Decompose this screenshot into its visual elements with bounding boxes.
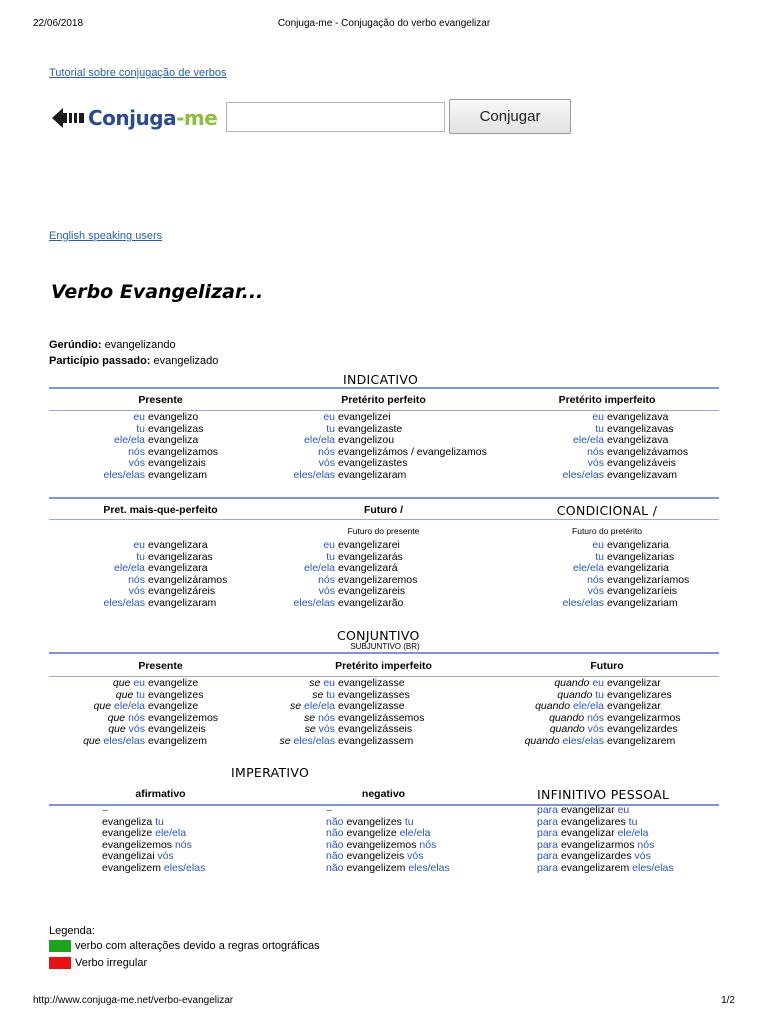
pronoun-text: ele/ela: [304, 434, 335, 446]
verb-form: evangelizáreis: [148, 585, 216, 597]
verb-title: Verbo Evangelizar...: [51, 281, 264, 303]
pronoun-text: eu: [323, 411, 335, 423]
conjugation-row: [507, 736, 681, 748]
conjunction-prefix: quando: [549, 711, 585, 724]
verb-form: evangelizarão: [338, 596, 404, 609]
ind-futuro-sub: Futuro do presente: [347, 526, 420, 536]
pronoun: tu: [155, 815, 164, 828]
pronoun-text: eles/elas: [562, 734, 604, 747]
verb-form: evangelizassem: [338, 734, 414, 747]
preposition: para: [537, 861, 559, 874]
pronoun-text: nós: [318, 445, 335, 458]
verb-form: evangelizarias: [607, 550, 675, 563]
pronoun-text: eles/elas: [293, 734, 335, 747]
conj-futuro-head: Futuro: [590, 660, 624, 672]
pronoun: [236, 540, 335, 552]
pronoun: vós: [157, 850, 174, 862]
conjugation-row: [507, 678, 681, 690]
pronoun-text: ele/ela: [573, 434, 604, 446]
conjunction-prefix: se: [309, 677, 321, 689]
page-number: 1/2: [721, 995, 735, 1006]
conjugation-row: [236, 598, 417, 610]
conjugar-button[interactable]: Conjugar: [449, 99, 571, 134]
verb-search-input[interactable]: [226, 102, 445, 132]
print-date: 22/06/2018: [33, 18, 84, 29]
verb-form: evangelizasse: [338, 677, 405, 689]
indicativo-subrule-2: [49, 519, 719, 520]
pronoun: ele/ela: [155, 827, 187, 839]
pronoun-text: ele/ela: [573, 562, 604, 574]
legend-title: Legenda:: [49, 925, 95, 937]
verb-form: evangelizaria: [607, 539, 669, 551]
participle-value: evangelizado: [153, 355, 219, 367]
verb-form: evangelizas: [148, 422, 204, 435]
verb-form: evangelizardes: [560, 850, 632, 862]
pronoun-text: nós: [587, 445, 604, 458]
conjunction-prefix: quando: [535, 700, 571, 712]
conjugation-row: [236, 470, 487, 482]
verb-form: evangelizarei: [338, 539, 400, 551]
imp-afirmativo-head: afirmativo: [135, 788, 186, 800]
verb-form: evangelizássemos: [338, 711, 425, 724]
pronoun-text: ele/ela: [304, 700, 335, 712]
verb-form: evangelizarmos: [560, 838, 635, 851]
pronoun-text: tu: [136, 550, 145, 563]
verb-form: evangeliza: [102, 815, 153, 828]
conj-imperfeito-head: Pretérito imperfeito: [335, 660, 432, 672]
verb-form: evangelizaram: [338, 468, 407, 481]
legend-label: Verbo irregular: [75, 957, 148, 969]
pronoun-text: eu: [323, 677, 335, 689]
verb-form: evangelizaríeis: [607, 585, 678, 597]
indicativo-rule: [49, 387, 719, 389]
pronoun: [49, 736, 145, 748]
negation: não: [326, 861, 344, 874]
logo-text-main: Conjuga: [88, 106, 177, 130]
verb-form: evangelizem: [148, 734, 207, 747]
pronoun: [507, 470, 604, 482]
ind-imperfeito-head: Pretérito imperfeito: [558, 394, 656, 406]
pronoun-text: vós: [318, 723, 335, 735]
pronoun-text: eles/elas: [103, 468, 145, 481]
condicional-col: [507, 540, 689, 609]
logo-text-suffix: -me: [176, 106, 218, 130]
conj-presente-col: [49, 678, 218, 747]
verb-form: evangelizámos / evangelizamos: [338, 445, 487, 458]
imp-afirmativo-dash: –: [102, 804, 108, 816]
pronoun: [507, 736, 604, 748]
pronoun-text: eu: [592, 539, 604, 551]
ind-presente-head: Presente: [138, 394, 183, 406]
preposition: para: [537, 804, 559, 816]
pronoun-text: nós: [318, 573, 335, 586]
pronoun: eles/elas: [632, 861, 674, 874]
verb-form: evangelizaram: [148, 596, 217, 609]
participle-line: [49, 355, 218, 367]
conjuntivo-subtitle: SUBJUNTIVO (BR): [350, 642, 420, 651]
pronoun: ele/ela: [617, 827, 649, 839]
pronoun-text: ele/ela: [114, 700, 145, 712]
pronoun-text: vós: [587, 723, 604, 735]
imp-negativo-dash: –: [326, 804, 332, 816]
gerund-label: Gerúndio:: [49, 339, 102, 351]
conjunction-prefix: se: [312, 688, 324, 701]
conjunction-prefix: se: [279, 734, 291, 747]
verb-form: evangelizaremos: [338, 573, 418, 586]
ind-futuro-head: Futuro /: [363, 504, 404, 516]
infinitive-row: [537, 863, 674, 875]
conjunction-prefix: que: [93, 700, 112, 712]
pronoun-text: vós: [128, 723, 145, 735]
pronoun: [49, 412, 145, 424]
ind-perfeito-col: [236, 412, 487, 481]
pronoun-text: eles/elas: [103, 734, 145, 747]
verb-form: evangelizei: [338, 411, 391, 423]
conjunction-prefix: se: [290, 700, 302, 712]
verb-form: evangelizarás: [338, 550, 403, 563]
tutorial-link[interactable]: Tutorial sobre conjugação de verbos: [49, 67, 227, 79]
verb-form: evangelizariam: [607, 596, 678, 609]
verb-form: evangelizam: [148, 468, 207, 481]
indicativo-rule-2: [49, 497, 719, 499]
verb-form: evangelizareis: [338, 585, 406, 597]
conjunction-prefix: se: [304, 723, 316, 735]
conjugation-row: [49, 470, 218, 482]
verb-form: evangelizemos: [346, 838, 417, 851]
pronoun-text: tu: [595, 550, 604, 563]
indicativo-title: INDICATIVO: [343, 372, 419, 387]
pronoun: vós: [407, 850, 424, 862]
preposition: para: [537, 850, 559, 862]
pronoun: nós: [637, 838, 655, 851]
pronoun-text: vós: [128, 457, 145, 469]
conjugation-row: [507, 598, 689, 610]
pronoun: tu: [404, 815, 414, 828]
pronoun: [507, 598, 604, 610]
pronoun-text: tu: [136, 422, 145, 435]
conjunction-prefix: que: [107, 711, 126, 724]
verb-form: evangelizes: [148, 688, 204, 701]
pronoun-text: eles/elas: [562, 468, 604, 481]
pronoun: [49, 470, 145, 482]
verb-form: evangelize: [346, 827, 397, 839]
verb-form: evangelizes: [346, 815, 402, 828]
conjunction-prefix: quando: [557, 688, 593, 701]
pronoun-text: eu: [133, 411, 145, 423]
verb-form: evangelizastes: [338, 457, 408, 469]
pronoun-text: vós: [318, 585, 335, 597]
preposition: para: [537, 827, 559, 839]
conjugation-row: [236, 412, 487, 424]
pronoun: [49, 540, 145, 552]
pronoun: eu: [617, 804, 630, 816]
ind-imperfeito-col: [507, 412, 688, 481]
verb-form: evangelize: [102, 827, 153, 839]
negation: não: [326, 827, 344, 839]
infinitivo-title: INFINITIVO PESSOAL: [537, 787, 670, 802]
pronoun-text: nós: [128, 445, 145, 458]
pronoun-text: eu: [133, 677, 145, 689]
conjugation-row: [49, 678, 218, 690]
pronoun-text: tu: [326, 422, 335, 435]
conjugation-row: [236, 736, 424, 748]
ind-presente-col: [49, 412, 218, 481]
pronoun-text: ele/ela: [304, 562, 335, 574]
verb-form: evangelizará: [338, 562, 398, 574]
verb-form: evangeliza: [148, 434, 199, 446]
verb-form: evangelizávamos: [607, 445, 689, 458]
pronoun-text: eu: [133, 539, 145, 551]
infinitivo-col: [537, 805, 674, 874]
condicional-sub: Futuro do pretérito: [572, 526, 642, 536]
imperativo-title: IMPERATIVO: [231, 765, 310, 780]
verb-form: evangelizamos: [148, 445, 219, 458]
verb-form: evangelizasse: [338, 700, 405, 712]
conjunction-prefix: se: [304, 711, 316, 724]
verb-form: evangelizaras: [148, 550, 213, 563]
verb-form: evangelizarem: [607, 734, 676, 747]
conjunction-prefix: quando: [549, 723, 585, 735]
pronoun-text: eles/elas: [293, 468, 335, 481]
verb-form: evangelizardes: [607, 723, 678, 735]
verb-form: evangelizaria: [607, 562, 669, 574]
pronoun: eles/elas: [408, 861, 450, 874]
conjugation-row: [49, 736, 218, 748]
pronoun: vós: [634, 850, 651, 862]
pronoun-text: nós: [587, 573, 604, 586]
conjunction-prefix: que: [115, 688, 134, 701]
conjunction-prefix: quando: [554, 677, 590, 689]
conjugation-row: [507, 470, 688, 482]
conjunction-prefix: que: [112, 677, 131, 689]
green-swatch: [49, 940, 71, 952]
pronoun-text: ele/ela: [114, 562, 145, 574]
pronoun: [236, 598, 335, 610]
print-url: http://www.conjuga-me.net/verbo-evangelizar: [33, 995, 234, 1006]
conjuntivo-title: CONJUNTIVO: [337, 628, 420, 643]
verb-form: evangelizavas: [607, 422, 674, 435]
verb-form: evangelizai: [102, 850, 155, 862]
preposition: para: [537, 838, 559, 851]
verb-form: evangelizáveis: [607, 457, 676, 469]
participle-label: Particípio passado:: [49, 355, 151, 367]
imperative-row: [102, 863, 205, 875]
verb-form: evangelize: [148, 677, 199, 689]
verb-form: evangelizem: [346, 861, 406, 874]
pronoun: [236, 470, 335, 482]
print-title: Conjuga-me - Conjugação do verbo evangelizar: [277, 18, 491, 29]
conjunction-prefix: que: [108, 723, 126, 735]
imp-negativo-head: negativo: [361, 788, 406, 800]
pronoun: [507, 412, 604, 424]
pronoun: [49, 598, 145, 610]
verb-form: evangelizeis: [346, 850, 405, 862]
verb-form: evangelizava: [607, 411, 669, 423]
verb-form: evangelizais: [148, 457, 206, 469]
verb-form: evangelizaste: [338, 422, 403, 435]
pronoun-text: nós: [128, 573, 145, 586]
imp-afirmativo-col: [102, 805, 205, 874]
pronoun-text: eles/elas: [103, 596, 145, 609]
pronoun-text: nós: [318, 711, 335, 724]
pronoun: nós: [419, 838, 437, 851]
pronoun-text: eu: [323, 539, 335, 551]
pronoun-text: vós: [318, 457, 335, 469]
pronoun-text: nós: [587, 711, 604, 724]
verb-form: evangelizarmos: [607, 711, 681, 724]
pronoun-text: vós: [128, 585, 145, 597]
verb-form: evangelizo: [148, 411, 199, 423]
pronoun: nós: [174, 838, 192, 851]
pronoun: [236, 412, 335, 424]
conjugation-row: [236, 435, 487, 447]
verb-form: evangelizasses: [338, 688, 410, 701]
legend-label: verbo com alterações devido a regras ortográficas: [75, 940, 320, 952]
ind-futuro-col: [236, 540, 417, 609]
pronoun-text: vós: [587, 457, 604, 469]
verb-form: evangelizara: [148, 539, 208, 551]
conj-imperfeito-col: [236, 678, 424, 747]
conjugation-row: [236, 458, 487, 470]
pronoun-text: eu: [592, 411, 604, 423]
ind-perfeito-head: Pretérito perfeito: [341, 394, 426, 406]
negation: não: [326, 815, 344, 828]
legend-item-irregular: [49, 957, 147, 969]
pronoun-text: nós: [128, 711, 145, 724]
pronoun-text: eles/elas: [562, 596, 604, 609]
pronoun-text: tu: [326, 688, 335, 701]
conjugation-row: [49, 412, 218, 424]
conj-presente-head: Presente: [138, 660, 183, 672]
verb-form: evangelizeis: [148, 723, 206, 735]
verb-form: evangelizáramos: [148, 573, 228, 586]
ind-mqp-head: Pret. mais-que-perfeito: [103, 504, 218, 516]
legend-item-orthographic: [49, 940, 320, 952]
ind-mqp-col: [49, 540, 227, 609]
conjunction-prefix: quando: [524, 734, 560, 747]
pronoun-text: vós: [587, 585, 604, 597]
imperative-row: [326, 863, 450, 875]
pronoun-text: tu: [326, 550, 335, 563]
pronoun-text: tu: [595, 688, 604, 701]
pronoun-text: eu: [592, 677, 604, 689]
pronoun: [507, 540, 604, 552]
verb-form: evangelizava: [607, 434, 669, 446]
pronoun-text: tu: [136, 688, 145, 701]
gerund-value: evangelizando: [104, 339, 176, 351]
verb-form: evangelizásseis: [338, 723, 413, 735]
red-swatch: [49, 957, 71, 969]
negation: não: [326, 850, 344, 862]
condicional-title: CONDICIONAL /: [556, 503, 658, 518]
verb-form: evangelizar: [607, 700, 661, 712]
pronoun-text: ele/ela: [573, 700, 604, 712]
verb-form: evangelizaríamos: [607, 573, 690, 586]
negation: não: [326, 838, 344, 851]
verb-form: evangelizou: [338, 434, 395, 446]
verb-form: evangelizemos: [102, 838, 173, 851]
verb-form: evangelizarem: [560, 861, 630, 874]
pronoun: tu: [628, 815, 638, 828]
verb-form: evangelize: [148, 700, 199, 712]
verb-form: evangelizavam: [607, 468, 678, 481]
pronoun-text: tu: [595, 422, 604, 435]
pronoun-text: ele/ela: [114, 434, 145, 446]
pronoun: eles/elas: [163, 861, 206, 874]
verb-form: evangelizares: [560, 815, 626, 828]
verb-form: evangelizemos: [148, 711, 219, 724]
verb-form: evangelizar: [560, 804, 615, 816]
conj-futuro-col: [507, 678, 681, 747]
conjunction-prefix: que: [83, 734, 101, 747]
pronoun: ele/ela: [399, 827, 431, 839]
english-users-link[interactable]: English speaking users: [49, 230, 163, 242]
verb-form: evangelizar: [560, 827, 615, 839]
imp-negativo-col: [326, 805, 450, 874]
site-logo[interactable]: [52, 104, 222, 132]
gerund-line: [49, 339, 176, 351]
verb-form: evangelizares: [607, 688, 672, 701]
preposition: para: [537, 815, 559, 828]
back-arrow-icon: [52, 106, 86, 130]
pronoun: [236, 736, 335, 748]
verb-form: evangelizem: [102, 861, 161, 874]
verb-form: evangelizar: [607, 677, 661, 689]
pronoun-text: eles/elas: [293, 596, 335, 609]
conjuntivo-rule: [49, 652, 719, 654]
conjugation-row: [49, 598, 227, 610]
verb-form: evangelizara: [148, 562, 208, 574]
